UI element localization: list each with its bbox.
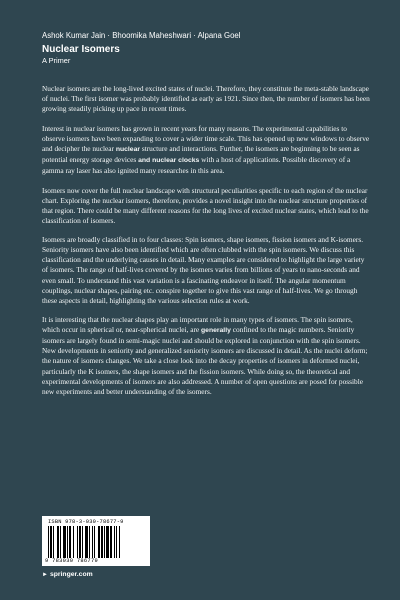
book-title: Nuclear Isomers — [42, 44, 120, 55]
paragraph-2-bold-clocks: and nuclear clocks — [138, 156, 200, 164]
paragraph-5-text-c: confined to the magic numbers. Seniority isomers are largely found in semi-magic nuclei and should be explored in conjunction with the spin isomers. New developments in seniority and generalized seniority isomers are discussed in detail. As the nuclei deform; the nature of isomers changes. We take a close look into the decay properties of isomers in deformed nuclei, particularly the K isomers, the shape isomers and the fission isomers. While doing so, the theoretical and experimental developments of isomers are also addressed. A number of open questions are posed for possible new experiments and better understanding of the isomers. — [42, 325, 368, 396]
barcode-bar — [73, 526, 74, 558]
barcode-bar — [63, 526, 66, 558]
paragraph-5-bold-generally: generally — [201, 327, 231, 335]
barcode-bar — [94, 526, 95, 558]
barcode-bar — [60, 526, 61, 558]
barcode-bar — [119, 526, 120, 558]
barcode-bar — [114, 526, 115, 558]
barcode-bar — [50, 526, 52, 558]
barcode-bar — [57, 526, 59, 558]
barcode-bar — [85, 526, 88, 558]
barcode-bar — [69, 526, 71, 558]
paragraph-2-text-c: structure and interactions. Further, the isomers are beginning to be seen as potential energy storage devices — [42, 143, 360, 164]
book-header — [42, 31, 372, 66]
barcode-bar — [106, 526, 109, 558]
barcode-bar — [110, 526, 112, 558]
paragraph-3: Isomers now cover the full nuclear landscape with structural peculiarities specific to each region of the nuclear chart. Exploring the nuclear isomers, therefore, provides a novel insight into the nuclear structure properties of that region. There could be many different reasons for the long lives of excited nuclear states, which lead to the classification of isomers. — [42, 185, 369, 225]
barcode-bar — [104, 526, 105, 558]
barcode-bar — [77, 526, 78, 558]
isbn-barcode — [42, 516, 150, 566]
paragraph-2 — [42, 124, 371, 176]
back-cover-blurb — [42, 84, 371, 406]
barcode-bar — [79, 526, 81, 558]
publisher-url-text: springer.com — [49, 571, 93, 578]
barcode-bars — [48, 526, 144, 558]
barcode-bar — [116, 526, 117, 558]
publisher-url[interactable] — [42, 571, 93, 578]
isbn-text: ISBN 978-3-030-78677-9 — [48, 519, 124, 525]
paragraph-1: Nuclear isomers are the long-lived excited states of nuclei. Therefore, they constitute the meta-stable landscape of nuclei. The first isomer was probably identified as early as 1921. Since then, the number of isomers has been growing steadily picking up pace in recent times. — [42, 84, 370, 114]
barcode-digits: 9 783030 786779 — [45, 558, 99, 564]
barcode-bar — [98, 526, 100, 558]
barcode-bar — [67, 526, 68, 558]
paragraph-5-text-a: It is interesting that the nuclear shapes play an important role in many types of isomers. The spin isomers, which occur in spherical or, near-spherical nuclei, are — [42, 315, 353, 335]
barcode-bar — [53, 526, 54, 558]
barcode-bar — [92, 526, 93, 558]
paragraph-2-bold-nuclear: nuclear — [115, 145, 140, 153]
authors-line: Ashok Kumar Jain · Bhoomika Maheshwari · Alpana Goel — [42, 31, 241, 40]
barcode-bar — [82, 526, 83, 558]
paragraph-5 — [42, 315, 371, 396]
barcode-bar — [89, 526, 90, 558]
arrow-icon: ► — [42, 571, 48, 578]
barcode-bar — [101, 526, 103, 558]
barcode-bar — [48, 526, 49, 558]
book-subtitle: A Primer — [42, 56, 71, 65]
paragraph-2-text-a: Interest in nuclear isomers has grown in recent years for many reasons. The experimental capabilities to observe isomers have been expanding to cover a wider time scale. This has opened up new windows to observe and decipher the nuclear — [42, 123, 370, 153]
paragraph-2-text-e: with a host of applications. Possible discovery of a gamma ray laser has also ignited many researches in this area. — [42, 154, 351, 175]
paragraph-4: Isomers are broadly classified in to four classes: Spin isomers, shape isomers, fission isomers and K-isomers. Seniority isomers have also been identified which are often clubbed with the spin isomers. We discuss this classification and the underlying causes in detail. Many examples are considered to highlight the large variety of isomers. The range of half-lives covered by the isomers varies from billions of years to nano-seconds and even small. To understand this vast variation is a fascinating endeavor in itself. The angular momentum couplings, nuclear shapes, pairing etc. conspire together to give this vast range of half-lives. We go through these aspects in detail, highlighting the various selection rules at work. — [42, 235, 365, 305]
